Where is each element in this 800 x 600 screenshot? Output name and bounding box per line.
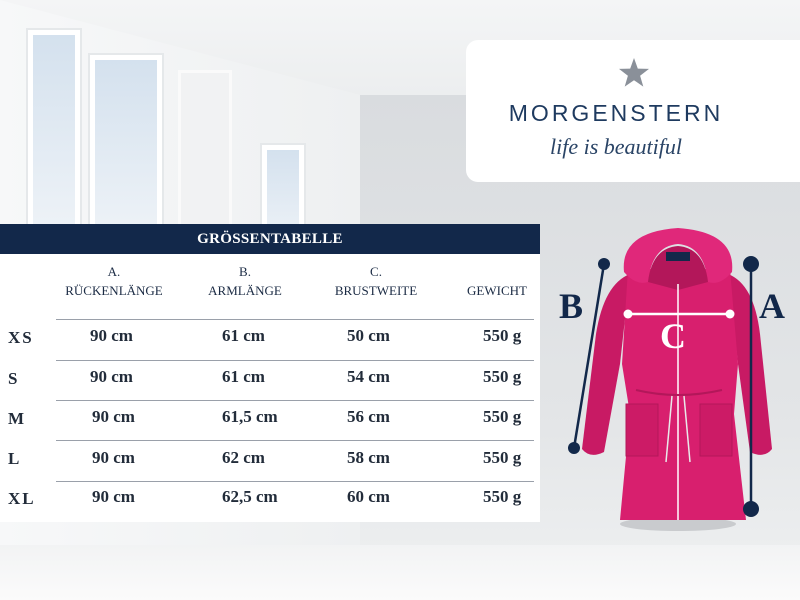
column-letter: A. (107, 264, 121, 279)
measurement-endpoint (568, 442, 580, 454)
back-length-value: 90 cm (92, 407, 135, 426)
column-header-chest-width (318, 262, 434, 300)
weight-value: 550 g (483, 367, 522, 386)
measurement-endpoint (743, 501, 759, 517)
size-label: S (8, 369, 20, 388)
measurement-label-a: A (759, 286, 785, 326)
row-divider (56, 481, 534, 482)
brand-name: MORGENSTERN (508, 100, 724, 126)
chest-width-value: 60 cm (347, 487, 390, 506)
size-label: L (8, 449, 22, 468)
size-label: XL (8, 489, 36, 508)
row-divider (56, 400, 534, 401)
chest-width-value: 54 cm (347, 367, 390, 386)
size-table (0, 224, 540, 522)
size-label: XS (8, 328, 34, 347)
row-divider (56, 319, 534, 320)
measurement-endpoint (598, 258, 610, 270)
column-letter: B. (239, 264, 251, 279)
measurement-label-c: C (660, 316, 686, 356)
window (90, 55, 162, 235)
robe-label (666, 252, 690, 261)
back-length-value: 90 cm (90, 367, 133, 386)
table-title: GRÖSSENTABELLE (0, 224, 540, 254)
column-label: ARMLÄNGE (208, 283, 282, 298)
right-pocket (700, 404, 732, 456)
arm-length-value: 62,5 cm (222, 487, 278, 506)
bathrobe-illustration (560, 224, 800, 544)
row-divider (56, 360, 534, 361)
door (178, 70, 232, 236)
arm-length-value: 61,5 cm (222, 407, 278, 426)
window (28, 30, 80, 230)
column-header-arm-length (196, 262, 294, 300)
weight-value: 550 g (483, 326, 522, 345)
column-label: BRUSTWEITE (334, 283, 418, 298)
column-header-weight: GEWICHT (467, 283, 527, 298)
chest-width-value: 56 cm (347, 407, 390, 426)
measurement-label-b: B (559, 286, 584, 326)
chest-width-value: 50 cm (347, 326, 390, 345)
measurement-endpoint (743, 256, 759, 272)
column-letter: C. (370, 264, 382, 279)
measurement-endpoint (726, 310, 735, 319)
left-pocket (626, 404, 658, 456)
measurement-endpoint (624, 310, 633, 319)
back-length-value: 90 cm (92, 448, 135, 467)
size-label: M (8, 409, 27, 428)
row-divider (56, 440, 534, 441)
chest-width-value: 58 cm (347, 448, 390, 467)
back-length-value: 90 cm (92, 487, 135, 506)
column-label: RÜCKENLÄNGE (65, 283, 163, 298)
weight-value: 550 g (483, 407, 522, 426)
column-header-back-length (50, 262, 178, 300)
brand-tagline: life is beautiful (550, 134, 682, 159)
floor (0, 545, 800, 600)
back-length-value: 90 cm (90, 326, 133, 345)
arm-length-value: 61 cm (222, 326, 265, 345)
arm-length-value: 61 cm (222, 367, 265, 386)
weight-value: 550 g (483, 487, 522, 506)
star-icon (618, 58, 650, 88)
weight-value: 550 g (483, 448, 522, 467)
arm-length-value: 62 cm (222, 448, 265, 467)
